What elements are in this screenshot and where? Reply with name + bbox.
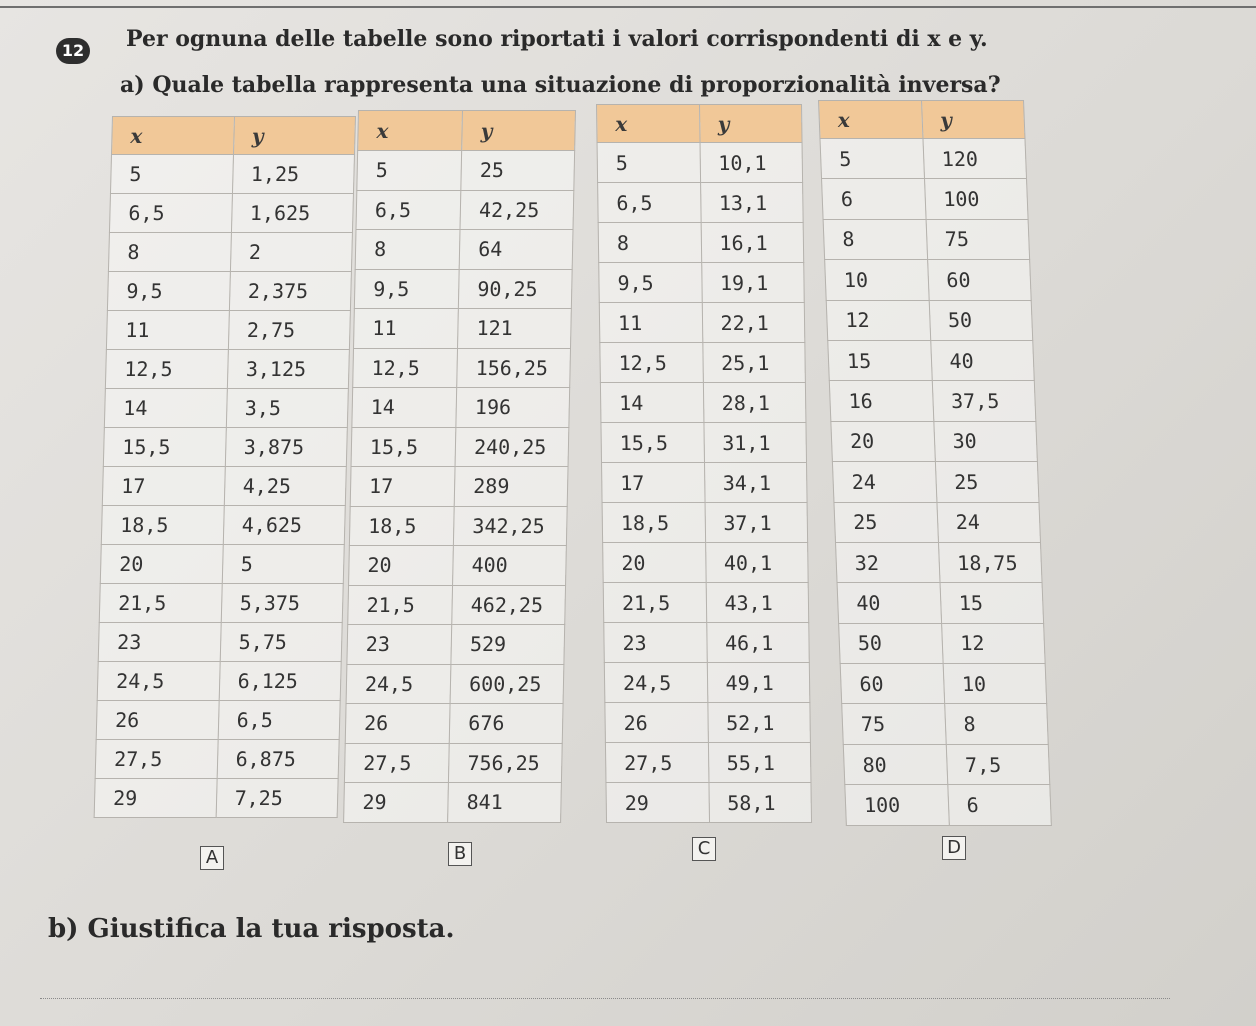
y-cell: 52,1 xyxy=(707,703,810,743)
x-cell: 8 xyxy=(108,233,231,272)
y-cell: 5,375 xyxy=(221,584,344,623)
x-cell: 18,5 xyxy=(101,506,224,545)
y-cell: 756,25 xyxy=(449,743,563,783)
header-y: y xyxy=(699,105,802,143)
x-cell: 23 xyxy=(98,623,221,662)
table-row xyxy=(102,467,346,506)
y-cell: 42,25 xyxy=(460,190,574,230)
table-row xyxy=(99,584,343,623)
x-cell: 9,5 xyxy=(599,263,702,303)
table-row xyxy=(606,783,812,823)
table-row xyxy=(599,263,805,303)
table-row xyxy=(344,743,562,783)
table-row xyxy=(845,785,1052,825)
x-cell: 15,5 xyxy=(351,427,456,467)
y-cell: 7,5 xyxy=(946,744,1050,784)
x-cell: 100 xyxy=(845,785,949,825)
y-cell: 24 xyxy=(936,502,1040,542)
table-row xyxy=(95,740,339,779)
y-cell: 462,25 xyxy=(452,585,566,625)
y-cell: 6,5 xyxy=(218,701,341,740)
y-cell: 19,1 xyxy=(701,263,804,303)
table-row xyxy=(600,383,806,423)
x-cell: 15,5 xyxy=(601,423,704,463)
x-cell: 10 xyxy=(825,260,929,300)
table-row xyxy=(837,583,1044,623)
table-row xyxy=(100,545,344,584)
y-cell: 10,1 xyxy=(700,143,803,183)
table-row xyxy=(354,269,572,309)
header-x: x xyxy=(358,111,463,151)
header-x: x xyxy=(819,101,923,139)
y-cell: 1,625 xyxy=(231,194,354,233)
y-cell: 12 xyxy=(941,623,1045,663)
y-cell: 342,25 xyxy=(454,506,568,546)
x-cell: 24,5 xyxy=(97,662,220,701)
table-row xyxy=(350,467,568,507)
x-cell: 27,5 xyxy=(344,743,449,783)
y-cell: 600,25 xyxy=(450,664,564,704)
table-row xyxy=(820,139,1027,179)
table-c-body xyxy=(597,143,811,823)
header-y: y xyxy=(462,111,576,151)
y-cell: 60 xyxy=(927,260,1031,300)
y-cell: 841 xyxy=(448,783,562,823)
y-cell: 289 xyxy=(454,467,568,507)
header-y: y xyxy=(233,117,355,155)
header-y: y xyxy=(921,101,1025,139)
x-cell: 21,5 xyxy=(603,583,706,623)
table-b-body xyxy=(344,151,575,823)
x-cell: 25 xyxy=(834,502,938,542)
x-cell: 14 xyxy=(104,389,227,428)
table-row xyxy=(839,623,1046,663)
x-cell: 32 xyxy=(835,542,939,582)
x-cell: 17 xyxy=(102,467,225,506)
y-cell: 18,75 xyxy=(938,542,1042,582)
table-row xyxy=(834,502,1041,542)
x-cell: 6,5 xyxy=(356,190,461,230)
table-tag-c: C xyxy=(692,837,716,861)
y-cell: 46,1 xyxy=(706,623,809,663)
x-cell: 16 xyxy=(829,381,933,421)
y-cell: 25 xyxy=(461,151,575,191)
y-cell: 4,25 xyxy=(224,467,347,506)
table-row xyxy=(346,664,564,704)
y-cell: 676 xyxy=(449,704,563,744)
x-cell: 20 xyxy=(100,545,223,584)
x-cell: 11 xyxy=(599,303,702,343)
x-cell: 60 xyxy=(840,664,944,704)
y-cell: 3,125 xyxy=(227,350,350,389)
x-cell: 6,5 xyxy=(598,183,701,223)
x-cell: 5 xyxy=(110,155,233,194)
x-cell: 27,5 xyxy=(605,743,708,783)
x-cell: 23 xyxy=(347,625,452,665)
y-cell: 6,125 xyxy=(219,662,342,701)
table-row xyxy=(94,779,338,818)
table-row xyxy=(97,662,341,701)
table-row xyxy=(106,311,350,350)
x-cell: 11 xyxy=(354,309,459,349)
x-cell: 24,5 xyxy=(346,664,451,704)
x-cell: 26 xyxy=(345,704,450,744)
table-row xyxy=(598,183,804,223)
table-row xyxy=(352,388,570,428)
y-cell: 2,75 xyxy=(228,311,351,350)
x-cell: 5 xyxy=(357,151,462,191)
x-cell: 12,5 xyxy=(105,350,228,389)
table-c xyxy=(596,104,812,823)
y-cell: 28,1 xyxy=(703,383,806,423)
x-cell: 17 xyxy=(350,467,455,507)
table-row xyxy=(107,272,351,311)
y-cell: 120 xyxy=(922,139,1026,179)
table-row xyxy=(602,503,808,543)
table-row xyxy=(840,664,1047,704)
table-row xyxy=(825,260,1032,300)
y-cell: 1,25 xyxy=(232,155,355,194)
x-cell: 50 xyxy=(839,623,943,663)
table-row xyxy=(828,340,1035,380)
table-row xyxy=(101,506,345,545)
y-cell: 55,1 xyxy=(708,743,811,783)
x-cell: 26 xyxy=(96,701,219,740)
y-cell: 10 xyxy=(943,664,1047,704)
x-cell: 14 xyxy=(600,383,703,423)
x-cell: 9,5 xyxy=(107,272,230,311)
table-d-body xyxy=(820,139,1051,826)
y-cell: 90,25 xyxy=(458,269,572,309)
x-cell: 20 xyxy=(349,546,454,586)
table-row xyxy=(832,462,1039,502)
table-a xyxy=(94,116,356,818)
y-cell: 5,75 xyxy=(220,623,343,662)
x-cell: 27,5 xyxy=(95,740,218,779)
y-cell: 121 xyxy=(458,309,572,349)
table-row xyxy=(355,230,573,270)
x-cell: 24 xyxy=(832,462,936,502)
y-cell: 75 xyxy=(926,219,1030,259)
table-row xyxy=(98,623,342,662)
question-b: b) Giustifica la tua risposta. xyxy=(48,914,455,944)
y-cell: 22,1 xyxy=(702,303,805,343)
table-row xyxy=(599,303,805,343)
table-row xyxy=(105,350,349,389)
x-cell: 12,5 xyxy=(600,343,703,383)
y-cell: 7,25 xyxy=(216,779,339,818)
x-cell: 8 xyxy=(355,230,460,270)
table-row xyxy=(831,421,1038,461)
y-cell: 15 xyxy=(940,583,1044,623)
y-cell: 100 xyxy=(924,179,1028,219)
x-cell: 20 xyxy=(831,421,935,461)
question-a: a) Quale tabella rappresenta una situazione di proporzionalità inversa? xyxy=(120,72,1001,98)
x-cell: 5 xyxy=(820,139,924,179)
y-cell: 156,25 xyxy=(457,348,571,388)
table-d xyxy=(818,100,1052,826)
x-cell: 26 xyxy=(605,703,708,743)
table-tag-a: A xyxy=(200,846,224,870)
table-row xyxy=(349,506,567,546)
x-cell: 15,5 xyxy=(103,428,226,467)
y-cell: 25,1 xyxy=(702,343,805,383)
y-cell: 37,5 xyxy=(932,381,1036,421)
y-cell: 529 xyxy=(451,625,565,665)
table-row xyxy=(354,309,572,349)
header-x: x xyxy=(111,117,233,155)
y-cell: 43,1 xyxy=(706,583,809,623)
table-row xyxy=(605,743,811,783)
x-cell: 75 xyxy=(842,704,946,744)
table-row xyxy=(347,625,565,665)
table-row xyxy=(108,233,352,272)
y-cell: 240,25 xyxy=(455,427,569,467)
x-cell: 20 xyxy=(603,543,706,583)
table-row xyxy=(604,623,810,663)
x-cell: 12,5 xyxy=(353,348,458,388)
y-cell: 8 xyxy=(944,704,1048,744)
x-cell: 14 xyxy=(352,388,457,428)
x-cell: 23 xyxy=(604,623,707,663)
exercise-number-badge: 12 xyxy=(56,38,90,64)
x-cell: 29 xyxy=(344,783,449,823)
x-cell: 29 xyxy=(606,783,709,823)
table-row xyxy=(843,744,1050,784)
x-cell: 24,5 xyxy=(604,663,707,703)
y-cell: 49,1 xyxy=(707,663,810,703)
y-cell: 3,875 xyxy=(225,428,348,467)
table-row xyxy=(597,143,803,183)
x-cell: 8 xyxy=(823,219,927,259)
y-cell: 2,375 xyxy=(229,272,352,311)
table-row xyxy=(822,179,1029,219)
x-cell: 6,5 xyxy=(109,194,232,233)
table-row xyxy=(842,704,1049,744)
y-cell: 34,1 xyxy=(704,463,807,503)
x-cell: 11 xyxy=(106,311,229,350)
table-tag-b: B xyxy=(448,842,472,866)
table-row xyxy=(829,381,1036,421)
y-cell: 16,1 xyxy=(701,223,804,263)
table-row xyxy=(109,194,353,233)
y-cell: 2 xyxy=(230,233,353,272)
y-cell: 31,1 xyxy=(703,423,806,463)
x-cell: 12 xyxy=(826,300,930,340)
x-cell: 21,5 xyxy=(348,585,453,625)
table-row xyxy=(605,703,811,743)
y-cell: 4,625 xyxy=(223,506,346,545)
y-cell: 50 xyxy=(929,300,1033,340)
answer-line xyxy=(40,998,1170,999)
exercise-intro: Per ognuna delle tabelle sono riportati i valori corrispondenti di x e y. xyxy=(126,26,988,52)
table-row xyxy=(357,151,575,191)
y-cell: 37,1 xyxy=(705,503,808,543)
x-cell: 5 xyxy=(597,143,700,183)
y-cell: 40 xyxy=(930,340,1034,380)
y-cell: 58,1 xyxy=(708,783,811,823)
table-row xyxy=(351,427,569,467)
page-top-rule xyxy=(0,6,1256,8)
table-row xyxy=(344,783,562,823)
table-row xyxy=(602,463,808,503)
y-cell: 30 xyxy=(933,421,1037,461)
y-cell: 6 xyxy=(947,785,1051,825)
y-cell: 13,1 xyxy=(700,183,803,223)
table-row xyxy=(345,704,563,744)
table-row xyxy=(104,389,348,428)
table-row xyxy=(349,546,567,586)
x-cell: 6 xyxy=(822,179,926,219)
x-cell: 29 xyxy=(94,779,217,818)
table-row xyxy=(353,348,571,388)
x-cell: 9,5 xyxy=(354,269,459,309)
y-cell: 6,875 xyxy=(217,740,340,779)
table-row xyxy=(103,428,347,467)
table-row xyxy=(348,585,566,625)
table-row xyxy=(598,223,804,263)
table-b xyxy=(343,110,576,823)
y-cell: 64 xyxy=(459,230,573,270)
y-cell: 40,1 xyxy=(705,543,808,583)
x-cell: 18,5 xyxy=(349,506,454,546)
table-row xyxy=(603,543,809,583)
x-cell: 8 xyxy=(598,223,701,263)
header-x: x xyxy=(597,105,700,143)
table-row xyxy=(110,155,354,194)
table-row xyxy=(826,300,1033,340)
x-cell: 21,5 xyxy=(99,584,222,623)
table-row xyxy=(356,190,574,230)
y-cell: 25 xyxy=(935,462,1039,502)
table-row xyxy=(603,583,809,623)
x-cell: 17 xyxy=(602,463,705,503)
table-row xyxy=(823,219,1030,259)
x-cell: 15 xyxy=(828,340,932,380)
table-row xyxy=(600,343,806,383)
x-cell: 80 xyxy=(843,744,947,784)
y-cell: 400 xyxy=(453,546,567,586)
table-row xyxy=(601,423,807,463)
x-cell: 18,5 xyxy=(602,503,705,543)
table-a-body xyxy=(94,155,354,818)
table-row xyxy=(604,663,810,703)
y-cell: 196 xyxy=(456,388,570,428)
table-tag-d: D xyxy=(942,836,966,860)
table-row xyxy=(96,701,340,740)
y-cell: 3,5 xyxy=(226,389,349,428)
table-row xyxy=(835,542,1042,582)
y-cell: 5 xyxy=(222,545,345,584)
x-cell: 40 xyxy=(837,583,941,623)
